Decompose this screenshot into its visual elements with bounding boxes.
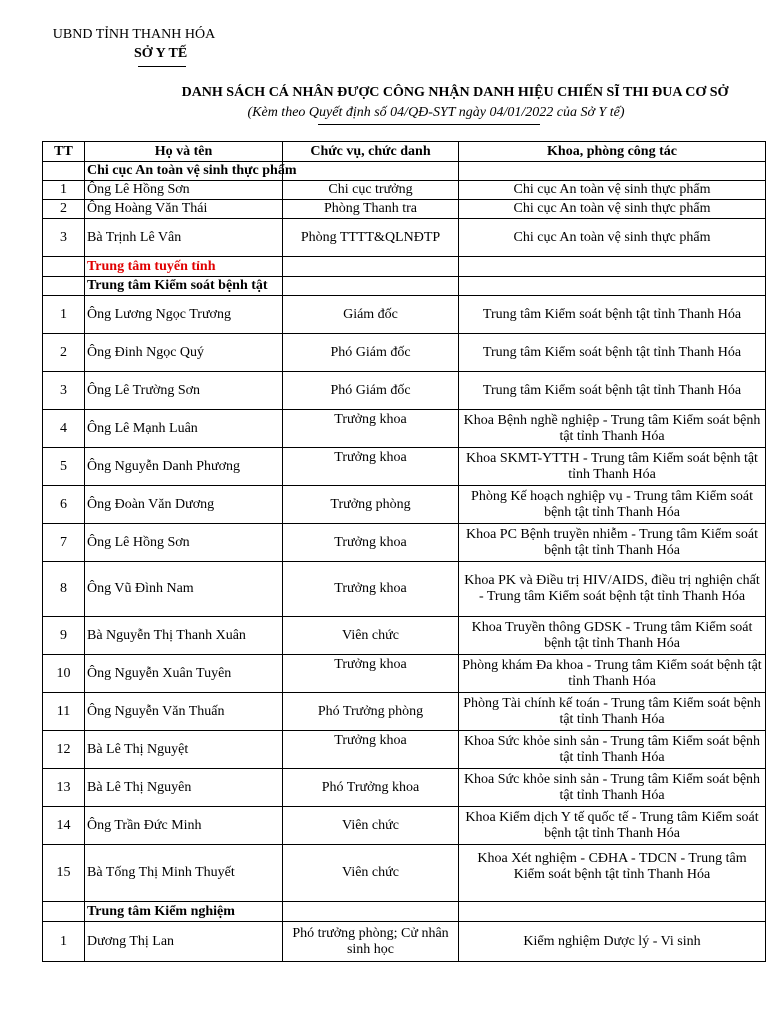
row-tt: 6 bbox=[43, 486, 85, 524]
row-dept: Khoa PC Bệnh truyền nhiễm - Trung tâm Kiểm soát bệnh tật tỉnh Thanh Hóa bbox=[459, 524, 766, 562]
awardee-table bbox=[42, 141, 766, 962]
row-dept: Khoa PK và Điều trị HIV/AIDS, điều trị nghiện chất - Trung tâm Kiểm soát bệnh tật tỉnh Thanh Hóa bbox=[459, 562, 766, 617]
row-name: Ông Lê Hồng Sơn bbox=[85, 524, 283, 562]
row-tt: 9 bbox=[43, 617, 85, 655]
row-name: Bà Lê Thị Nguyên bbox=[85, 769, 283, 807]
row-role: Trưởng khoa bbox=[283, 448, 459, 486]
row-dept: Khoa SKMT-YTTH - Trung tâm Kiểm soát bệnh tật tỉnh Thanh Hóa bbox=[459, 448, 766, 486]
row-role: Viên chức bbox=[283, 617, 459, 655]
table-row bbox=[43, 524, 766, 562]
row-dept: Trung tâm Kiểm soát bệnh tật tỉnh Thanh Hóa bbox=[459, 372, 766, 410]
header-dept: SỞ Y TẾ bbox=[134, 46, 188, 61]
header-org: UBND TỈNH THANH HÓA bbox=[52, 27, 216, 42]
row-tt: 15 bbox=[43, 845, 85, 902]
row-dept: Chi cục An toàn vệ sinh thực phẩm bbox=[459, 181, 766, 200]
row-tt: 13 bbox=[43, 769, 85, 807]
row-tt: 7 bbox=[43, 524, 85, 562]
row-dept: Trung tâm Kiểm soát bệnh tật tỉnh Thanh Hóa bbox=[459, 296, 766, 334]
section-row bbox=[43, 277, 766, 296]
row-role: Trưởng khoa bbox=[283, 655, 459, 693]
row-name: Ông Lương Ngọc Trương bbox=[85, 296, 283, 334]
row-tt: 12 bbox=[43, 731, 85, 769]
section-role bbox=[283, 162, 459, 181]
table-row bbox=[43, 181, 766, 200]
row-role: Viên chức bbox=[283, 807, 459, 845]
row-name: Bà Trịnh Lê Vân bbox=[85, 219, 283, 257]
row-tt: 2 bbox=[43, 200, 85, 219]
row-tt: 1 bbox=[43, 181, 85, 200]
row-tt: 3 bbox=[43, 219, 85, 257]
table-row bbox=[43, 693, 766, 731]
row-name: Bà Lê Thị Nguyệt bbox=[85, 731, 283, 769]
row-dept: Khoa Sức khỏe sinh sản - Trung tâm Kiểm soát bệnh tật tỉnh Thanh Hóa bbox=[459, 769, 766, 807]
section-dept bbox=[459, 257, 766, 277]
document-title: DANH SÁCH CÁ NHÂN ĐƯỢC CÔNG NHẬN DANH HIỆU CHIẾN SĨ THI ĐUA CƠ SỞ bbox=[181, 85, 729, 100]
row-tt: 4 bbox=[43, 410, 85, 448]
section-tt bbox=[43, 162, 85, 181]
table-row bbox=[43, 334, 766, 372]
row-role: Trưởng khoa bbox=[283, 731, 459, 769]
row-dept: Khoa Bệnh nghề nghiệp - Trung tâm Kiểm soát bệnh tật tỉnh Thanh Hóa bbox=[459, 410, 766, 448]
row-role: Phó trưởng phòng; Cử nhân sinh học bbox=[283, 922, 459, 962]
section-title: Trung tâm Kiểm soát bệnh tật bbox=[85, 277, 283, 296]
section-tt bbox=[43, 902, 85, 922]
section-tt bbox=[43, 257, 85, 277]
col-header-tt: TT bbox=[43, 142, 85, 162]
table-row bbox=[43, 219, 766, 257]
section-dept bbox=[459, 277, 766, 296]
section-role bbox=[283, 277, 459, 296]
table-row bbox=[43, 922, 766, 962]
row-tt: 5 bbox=[43, 448, 85, 486]
col-header-name: Họ và tên bbox=[85, 142, 283, 162]
section-row bbox=[43, 257, 766, 277]
table-row bbox=[43, 731, 766, 769]
document-subtitle: (Kèm theo Quyết định số 04/QĐ-SYT ngày 04/01/2022 của Sở Y tế) bbox=[247, 105, 625, 120]
table-header-row bbox=[43, 142, 766, 162]
row-role: Trưởng phòng bbox=[283, 486, 459, 524]
row-name: Ông Nguyễn Văn Thuấn bbox=[85, 693, 283, 731]
section-tt bbox=[43, 277, 85, 296]
table-row bbox=[43, 617, 766, 655]
header-rule bbox=[138, 66, 186, 67]
row-tt: 2 bbox=[43, 334, 85, 372]
row-role: Phòng TTTT&QLNĐTP bbox=[283, 219, 459, 257]
row-role: Phó Giám đốc bbox=[283, 334, 459, 372]
row-role: Phó Giám đốc bbox=[283, 372, 459, 410]
table-row bbox=[43, 448, 766, 486]
row-tt: 14 bbox=[43, 807, 85, 845]
row-role: Viên chức bbox=[283, 845, 459, 902]
section-dept bbox=[459, 902, 766, 922]
section-dept bbox=[459, 162, 766, 181]
row-role: Chi cục trưởng bbox=[283, 181, 459, 200]
table-row bbox=[43, 372, 766, 410]
table-row bbox=[43, 655, 766, 693]
section-role bbox=[283, 902, 459, 922]
row-role: Phó Trưởng phòng bbox=[283, 693, 459, 731]
col-header-dept: Khoa, phòng công tác bbox=[459, 142, 766, 162]
section-row bbox=[43, 902, 766, 922]
row-name: Ông Vũ Đình Nam bbox=[85, 562, 283, 617]
row-dept: Trung tâm Kiểm soát bệnh tật tỉnh Thanh Hóa bbox=[459, 334, 766, 372]
row-name: Dương Thị Lan bbox=[85, 922, 283, 962]
row-name: Ông Trần Đức Minh bbox=[85, 807, 283, 845]
row-tt: 11 bbox=[43, 693, 85, 731]
subtitle-underline bbox=[318, 124, 540, 125]
section-title: Trung tâm Kiểm nghiệm bbox=[85, 902, 283, 922]
table-row bbox=[43, 200, 766, 219]
row-role: Trưởng khoa bbox=[283, 410, 459, 448]
row-name: Ông Đinh Ngọc Quý bbox=[85, 334, 283, 372]
row-dept: Phòng Kế hoạch nghiệp vụ - Trung tâm Kiểm soát bệnh tật tỉnh Thanh Hóa bbox=[459, 486, 766, 524]
section-title: Trung tâm tuyến tỉnh bbox=[85, 257, 283, 277]
row-name: Ông Nguyễn Xuân Tuyên bbox=[85, 655, 283, 693]
row-name: Ông Đoàn Văn Dương bbox=[85, 486, 283, 524]
row-name: Ông Nguyễn Danh Phương bbox=[85, 448, 283, 486]
row-role: Giám đốc bbox=[283, 296, 459, 334]
row-dept: Khoa Truyền thông GDSK - Trung tâm Kiểm soát bệnh tật tỉnh Thanh Hóa bbox=[459, 617, 766, 655]
row-dept: Khoa Xét nghiệm - CĐHA - TDCN - Trung tâm Kiểm soát bệnh tật tỉnh Thanh Hóa bbox=[459, 845, 766, 902]
row-name: Ông Lê Hồng Sơn bbox=[85, 181, 283, 200]
row-role: Trưởng khoa bbox=[283, 524, 459, 562]
row-name: Ông Hoàng Văn Thái bbox=[85, 200, 283, 219]
row-name: Bà Tống Thị Minh Thuyết bbox=[85, 845, 283, 902]
table-row bbox=[43, 410, 766, 448]
row-dept: Kiểm nghiệm Dược lý - Vi sinh bbox=[459, 922, 766, 962]
table-row bbox=[43, 486, 766, 524]
row-role: Phó Trưởng khoa bbox=[283, 769, 459, 807]
row-dept: Khoa Kiểm dịch Y tế quốc tế - Trung tâm Kiểm soát bệnh tật tỉnh Thanh Hóa bbox=[459, 807, 766, 845]
row-name: Ông Lê Trường Sơn bbox=[85, 372, 283, 410]
row-dept: Khoa Sức khỏe sinh sản - Trung tâm Kiểm soát bệnh tật tỉnh Thanh Hóa bbox=[459, 731, 766, 769]
row-dept: Chi cục An toàn vệ sinh thực phẩm bbox=[459, 219, 766, 257]
row-tt: 3 bbox=[43, 372, 85, 410]
table-row bbox=[43, 807, 766, 845]
row-tt: 10 bbox=[43, 655, 85, 693]
row-name: Ông Lê Mạnh Luân bbox=[85, 410, 283, 448]
row-tt: 1 bbox=[43, 296, 85, 334]
row-name: Bà Nguyễn Thị Thanh Xuân bbox=[85, 617, 283, 655]
row-dept: Chi cục An toàn vệ sinh thực phẩm bbox=[459, 200, 766, 219]
table-row bbox=[43, 769, 766, 807]
table-row bbox=[43, 562, 766, 617]
row-dept: Phòng khám Đa khoa - Trung tâm Kiểm soát bệnh tật tỉnh Thanh Hóa bbox=[459, 655, 766, 693]
col-header-role: Chức vụ, chức danh bbox=[283, 142, 459, 162]
table-row bbox=[43, 845, 766, 902]
row-role: Trưởng khoa bbox=[283, 562, 459, 617]
row-tt: 8 bbox=[43, 562, 85, 617]
section-role bbox=[283, 257, 459, 277]
row-dept: Phòng Tài chính kế toán - Trung tâm Kiểm soát bệnh tật tỉnh Thanh Hóa bbox=[459, 693, 766, 731]
row-role: Phòng Thanh tra bbox=[283, 200, 459, 219]
section-row bbox=[43, 162, 766, 181]
table-row bbox=[43, 296, 766, 334]
row-tt: 1 bbox=[43, 922, 85, 962]
section-title: Chi cục An toàn vệ sinh thực phẩm bbox=[85, 162, 283, 181]
